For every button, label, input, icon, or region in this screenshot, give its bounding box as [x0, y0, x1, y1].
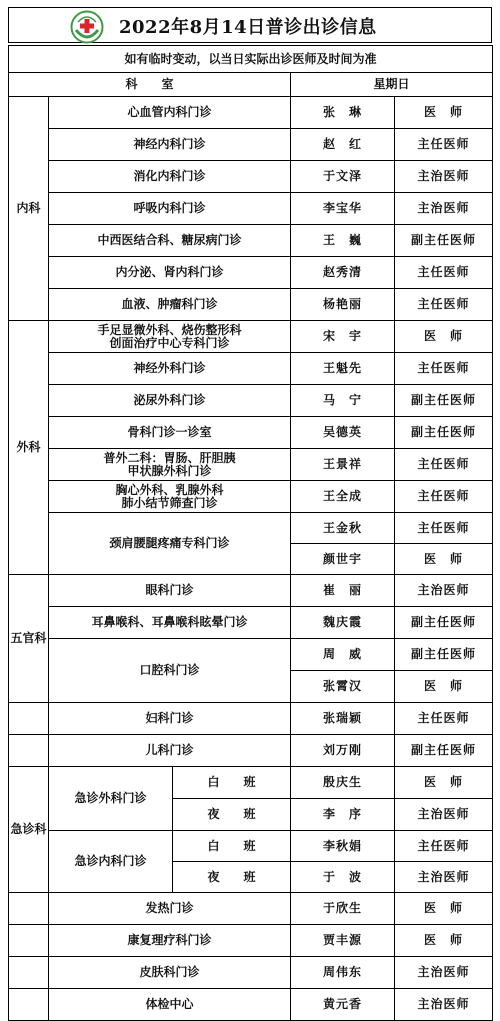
doctor-title: 医 师 — [395, 544, 493, 575]
doctor-title: 主治医师 — [395, 799, 493, 831]
table-row — [9, 513, 493, 544]
dept-header: 科 室 — [9, 73, 291, 97]
dept-waike: 外科 — [9, 321, 49, 575]
clinic-name: 神经外科门诊 — [49, 353, 291, 385]
doctor-name: 周 威 — [291, 639, 395, 671]
weekday-header: 星期日 — [291, 73, 493, 97]
clinic-name: 中西医结合科、糖尿病门诊 — [49, 225, 291, 257]
table-row — [9, 481, 493, 513]
notice-text: 如有临时变动，以当日实际出诊医师及时间为准 — [9, 46, 493, 73]
table-row — [9, 385, 493, 417]
doctor-name: 贾丰源 — [291, 925, 395, 957]
doctor-title: 主任医师 — [395, 513, 493, 544]
doctor-name: 殷庆生 — [291, 767, 395, 799]
table-row — [9, 703, 493, 735]
doctor-title: 主治医师 — [395, 575, 493, 607]
shift-label: 夜 班 — [173, 862, 291, 893]
doctor-title: 医 师 — [395, 767, 493, 799]
doctor-name: 魏庆霞 — [291, 607, 395, 639]
doctor-title: 医 师 — [395, 925, 493, 957]
doctor-title: 主任医师 — [395, 257, 493, 289]
doctor-name: 王全成 — [291, 481, 395, 513]
table-row — [9, 639, 493, 671]
doctor-name: 张 琳 — [291, 97, 395, 129]
table-row — [9, 989, 493, 1021]
clinic-name: 体检中心 — [49, 989, 291, 1021]
doctor-title: 主任医师 — [395, 481, 493, 513]
clinic-name: 康复理疗科门诊 — [49, 925, 291, 957]
clinic-name: 发热门诊 — [49, 893, 291, 925]
doctor-name: 颜世宇 — [291, 544, 395, 575]
clinic-name: 眼科门诊 — [49, 575, 291, 607]
doctor-title: 副主任医师 — [395, 385, 493, 417]
doctor-name: 张瑞颖 — [291, 703, 395, 735]
empty-cell — [9, 703, 49, 735]
doctor-name: 于 波 — [291, 862, 395, 893]
clinic-name: 耳鼻喉科、耳鼻喉科眩晕门诊 — [49, 607, 291, 639]
table-row — [9, 925, 493, 957]
doctor-title: 副主任医师 — [395, 225, 493, 257]
table-row — [9, 831, 493, 862]
clinic-name: 普外二科：胃肠、肝胆胰 甲状腺外科门诊 — [49, 449, 291, 481]
clinic-name: 呼吸内科门诊 — [49, 193, 291, 225]
table-row — [9, 417, 493, 449]
doctor-title: 副主任医师 — [395, 735, 493, 767]
shift-label: 白 班 — [173, 831, 291, 862]
doctor-title: 主任医师 — [395, 703, 493, 735]
dept-neike: 内科 — [9, 97, 49, 321]
clinic-name: 骨科门诊一诊室 — [49, 417, 291, 449]
table-row — [9, 893, 493, 925]
doctor-name: 李 序 — [291, 799, 395, 831]
doctor-name: 赵秀清 — [291, 257, 395, 289]
doctor-name: 李秋娟 — [291, 831, 395, 862]
doctor-title: 副主任医师 — [395, 607, 493, 639]
doctor-name: 王景祥 — [291, 449, 395, 481]
doctor-title: 主治医师 — [395, 193, 493, 225]
table-row — [9, 161, 493, 193]
doctor-title: 主任医师 — [395, 129, 493, 161]
empty-cell — [9, 893, 49, 925]
doctor-name: 王金秋 — [291, 513, 395, 544]
doctor-name: 李宝华 — [291, 193, 395, 225]
doctor-title: 医 师 — [395, 97, 493, 129]
doctor-name: 黄元香 — [291, 989, 395, 1021]
doctor-title: 主治医师 — [395, 862, 493, 893]
table-row — [9, 767, 493, 799]
doctor-name: 于欣生 — [291, 893, 395, 925]
table-row — [9, 607, 493, 639]
schedule-table — [8, 45, 493, 1021]
clinic-name: 内分泌、肾内科门诊 — [49, 257, 291, 289]
clinic-name: 手足显微外科、烧伤整形科 创面治疗中心专科门诊 — [49, 321, 291, 353]
doctor-title: 主任医师 — [395, 289, 493, 321]
doctor-title: 副主任医师 — [395, 639, 493, 671]
table-row — [9, 257, 493, 289]
empty-cell — [9, 957, 49, 989]
clinic-name: 消化内科门诊 — [49, 161, 291, 193]
doctor-title: 医 师 — [395, 671, 493, 703]
doctor-title: 副主任医师 — [395, 417, 493, 449]
doctor-name: 吴德英 — [291, 417, 395, 449]
doctor-name: 王 巍 — [291, 225, 395, 257]
doctor-name: 宋 宇 — [291, 321, 395, 353]
table-row — [9, 353, 493, 385]
shift-label: 白 班 — [173, 767, 291, 799]
doctor-title: 主治医师 — [395, 989, 493, 1021]
doctor-name: 于文泽 — [291, 161, 395, 193]
clinic-name: 儿科门诊 — [49, 735, 291, 767]
clinic-name: 急诊外科门诊 — [49, 767, 173, 831]
table-row — [9, 289, 493, 321]
doctor-title: 主任医师 — [395, 449, 493, 481]
doctor-name: 马 宁 — [291, 385, 395, 417]
doctor-name: 王魁先 — [291, 353, 395, 385]
table-row — [9, 957, 493, 989]
table-row — [9, 735, 493, 767]
doctor-title: 主任医师 — [395, 353, 493, 385]
hospital-logo-icon — [70, 10, 104, 44]
clinic-name: 神经内科门诊 — [49, 129, 291, 161]
clinic-name: 心血管内科门诊 — [49, 97, 291, 129]
table-row — [9, 97, 493, 129]
doctor-name: 崔 丽 — [291, 575, 395, 607]
doctor-title: 医 师 — [395, 893, 493, 925]
empty-cell — [9, 735, 49, 767]
clinic-name: 颈肩腰腿疼痛专科门诊 — [49, 513, 291, 575]
table-row — [9, 321, 493, 353]
table-row — [9, 193, 493, 225]
doctor-title: 医 师 — [395, 321, 493, 353]
empty-cell — [9, 925, 49, 957]
doctor-name: 杨艳丽 — [291, 289, 395, 321]
clinic-name: 泌尿外科门诊 — [49, 385, 291, 417]
shift-label: 夜 班 — [173, 799, 291, 831]
doctor-title: 主任医师 — [395, 831, 493, 862]
empty-cell — [9, 989, 49, 1021]
doctor-name: 周伟东 — [291, 957, 395, 989]
clinic-name: 妇科门诊 — [49, 703, 291, 735]
dept-jizhen: 急诊科 — [9, 767, 49, 893]
doctor-name: 赵 红 — [291, 129, 395, 161]
table-row — [9, 225, 493, 257]
clinic-name: 血液、肿瘤科门诊 — [49, 289, 291, 321]
table-row — [9, 575, 493, 607]
doctor-name: 刘万刚 — [291, 735, 395, 767]
header-bar — [8, 7, 492, 43]
page-title: 2022年8月14日普诊出诊信息 — [119, 17, 377, 38]
doctor-title: 主治医师 — [395, 161, 493, 193]
clinic-name: 急诊内科门诊 — [49, 831, 173, 893]
table-row — [9, 129, 493, 161]
doctor-title: 主治医师 — [395, 957, 493, 989]
clinic-name: 皮肤科门诊 — [49, 957, 291, 989]
dept-wuguan: 五官科 — [9, 575, 49, 703]
clinic-name: 口腔科门诊 — [49, 639, 291, 703]
clinic-name: 胸心外科、乳腺外科 肺小结节筛查门诊 — [49, 481, 291, 513]
table-row — [9, 449, 493, 481]
doctor-name: 张霄汉 — [291, 671, 395, 703]
